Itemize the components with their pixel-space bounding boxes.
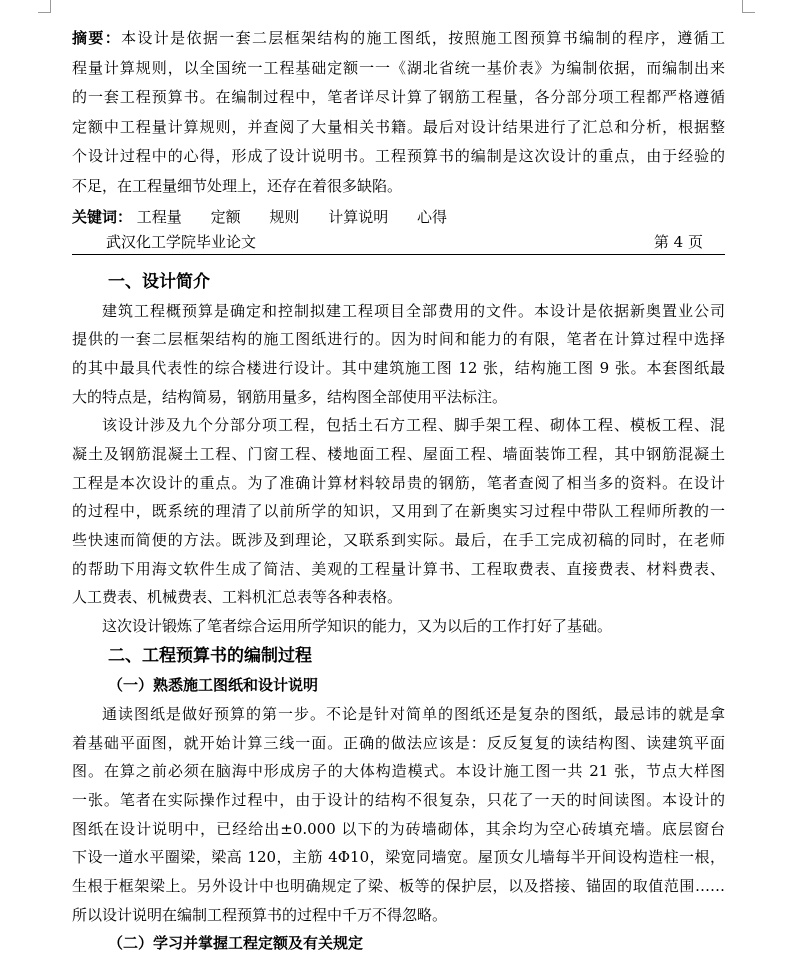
abstract-line: 摘要：本设计是依据一套二层框架结构的施工图纸，按照施工图预算书编制的程序，遵循工 — [72, 29, 725, 47]
abstract-block — [72, 24, 725, 202]
abstract-line: 的一套工程预算书。在编制过程中，笔者详尽计算了钢筋工程量，各分部分项工程都严格遵循 — [72, 88, 725, 107]
paragraph-line: 大的特点是，结构简易，钢筋用量多，结构图全部使用平法标注。 — [72, 387, 508, 406]
paragraph-line: 凝土及钢筋混凝土工程、门窗工程、楼地面工程、屋面工程、墙面装饰工程，其中钢筋混凝土 — [72, 445, 725, 463]
keyword: 工程量 — [136, 207, 182, 226]
paragraph-line: 生根于框架梁上。另外设计中也明确规定了梁、板等的保护层，以及搭接、锚固的取值范围…… — [72, 876, 725, 895]
paragraph-line: 该设计涉及九个分部分项工程，包括土石方工程、脚手架工程、砌体工程、模板工程、混 — [102, 416, 725, 435]
subsection-title: （一）熟悉施工图纸和设计说明 — [108, 675, 319, 694]
keywords-row — [72, 202, 725, 232]
paragraph-line: 人工费表、机械费表、工料机汇总表等各种表格。 — [72, 588, 403, 607]
abstract-line: 程量计算规则，以全国统一工程基础定额一一《湖北省统一基价表》为编制依据，而编制出来 — [72, 58, 725, 77]
header-thesis-title: 武汉化工学院毕业论文 — [106, 232, 257, 251]
abstract-label: 摘要： — [72, 29, 122, 47]
section-title: 二、工程预算书的编制过程 — [108, 645, 312, 666]
paragraph-line: 一张。笔者在实际操作过程中，由于设计的结构不很复杂，只花了一天的时间读图。本设计的 — [72, 790, 725, 809]
keyword: 规则 — [269, 207, 300, 226]
document-page — [72, 24, 725, 958]
paragraph-line: 图。在算之前必须在脑海中形成房子的大体构造模式。本设计施工图一共 21 张，节点大样图 — [72, 762, 725, 781]
keyword: 定额 — [210, 207, 241, 226]
keyword: 计算说明 — [328, 207, 389, 226]
paragraph-line: 通读图纸是做好预算的第一步。不论是针对简单的图纸还是复杂的图纸，最忌讳的就是拿 — [102, 704, 725, 723]
abstract-line: 不足，在工程量细节处理上，还存在着很多缺陷。 — [72, 176, 403, 195]
paragraph-line: 图纸在设计说明中，已经给出±0.000 以下的为砖墙砌体，其余均为空心砖填充墙。底层窗台 — [72, 819, 725, 838]
paragraph-line: 所以设计说明在编制工程预算书的过程中千万不得忽略。 — [72, 905, 448, 924]
section-title: 一、设计简介 — [108, 271, 210, 292]
page-corner-mark-right — [742, 0, 755, 13]
keyword: 心得 — [416, 207, 447, 226]
paragraph-line: 建筑工程概预算是确定和控制拟建工程项目全部费用的文件。本设计是依据新奥置业公司 — [102, 301, 725, 320]
paragraph-line: 这次设计锻炼了笔者综合运用所学知识的能力，又为以后的工作打好了基础。 — [102, 617, 613, 636]
paragraph-line: 提供的一套二层框架结构的施工图纸进行的。因为时间和能力的有限，笔者在计算过程中选择 — [72, 330, 725, 349]
subsection-title: （二）学习并掌握工程定额及有关规定 — [108, 934, 364, 953]
page-corner-mark-left — [38, 0, 51, 13]
keywords-label: 关键词： — [72, 207, 133, 226]
paragraph-line: 的过程中，既系统的理清了以前所学的知识，又用到了在新奥实习过程中带队工程师所教的一 — [72, 502, 725, 521]
paragraph-line: 着基础平面图，就开始计算三线一面。正确的做法应该是：反反复复的读结构图、读建筑平面 — [72, 733, 725, 752]
subsection-body — [72, 700, 725, 930]
page-header — [72, 230, 725, 255]
paragraph-line: 些快速而简便的方法。既涉及到理论，又联系到实际。最后，在手工完成初稿的同时，在老师 — [72, 531, 725, 550]
paragraph-line: 下设一道水平圈梁，梁高 120，主筋 4Φ10，梁宽同墙宽。屋顶女儿墙每半开间设构造柱一根， — [72, 848, 725, 867]
paragraph-line: 的帮助下用海文软件生成了简洁、美观的工程量计算书、工程取费表、直接费表、材料费表、 — [72, 559, 725, 578]
paragraph-line: 的其中最具代表性的综合楼进行设计。其中建筑施工图 12 张，结构施工图 9 张。本套图纸最 — [72, 358, 725, 377]
section-body — [72, 297, 725, 641]
abstract-line: 定额中工程量计算规则，并查阅了大量相关书籍。最后对设计结果进行了汇总和分析，根据整 — [72, 117, 725, 136]
abstract-line: 个设计过程中的心得，形成了设计说明书。工程预算书的编制是这次设计的重点，由于经验的 — [72, 147, 725, 166]
header-page-number: 第 4 页 — [653, 232, 703, 251]
paragraph-line: 工程是本次设计的重点。为了准确计算材料较昂贵的钢筋，笔者查阅了相当多的资料。在设计 — [72, 473, 725, 492]
